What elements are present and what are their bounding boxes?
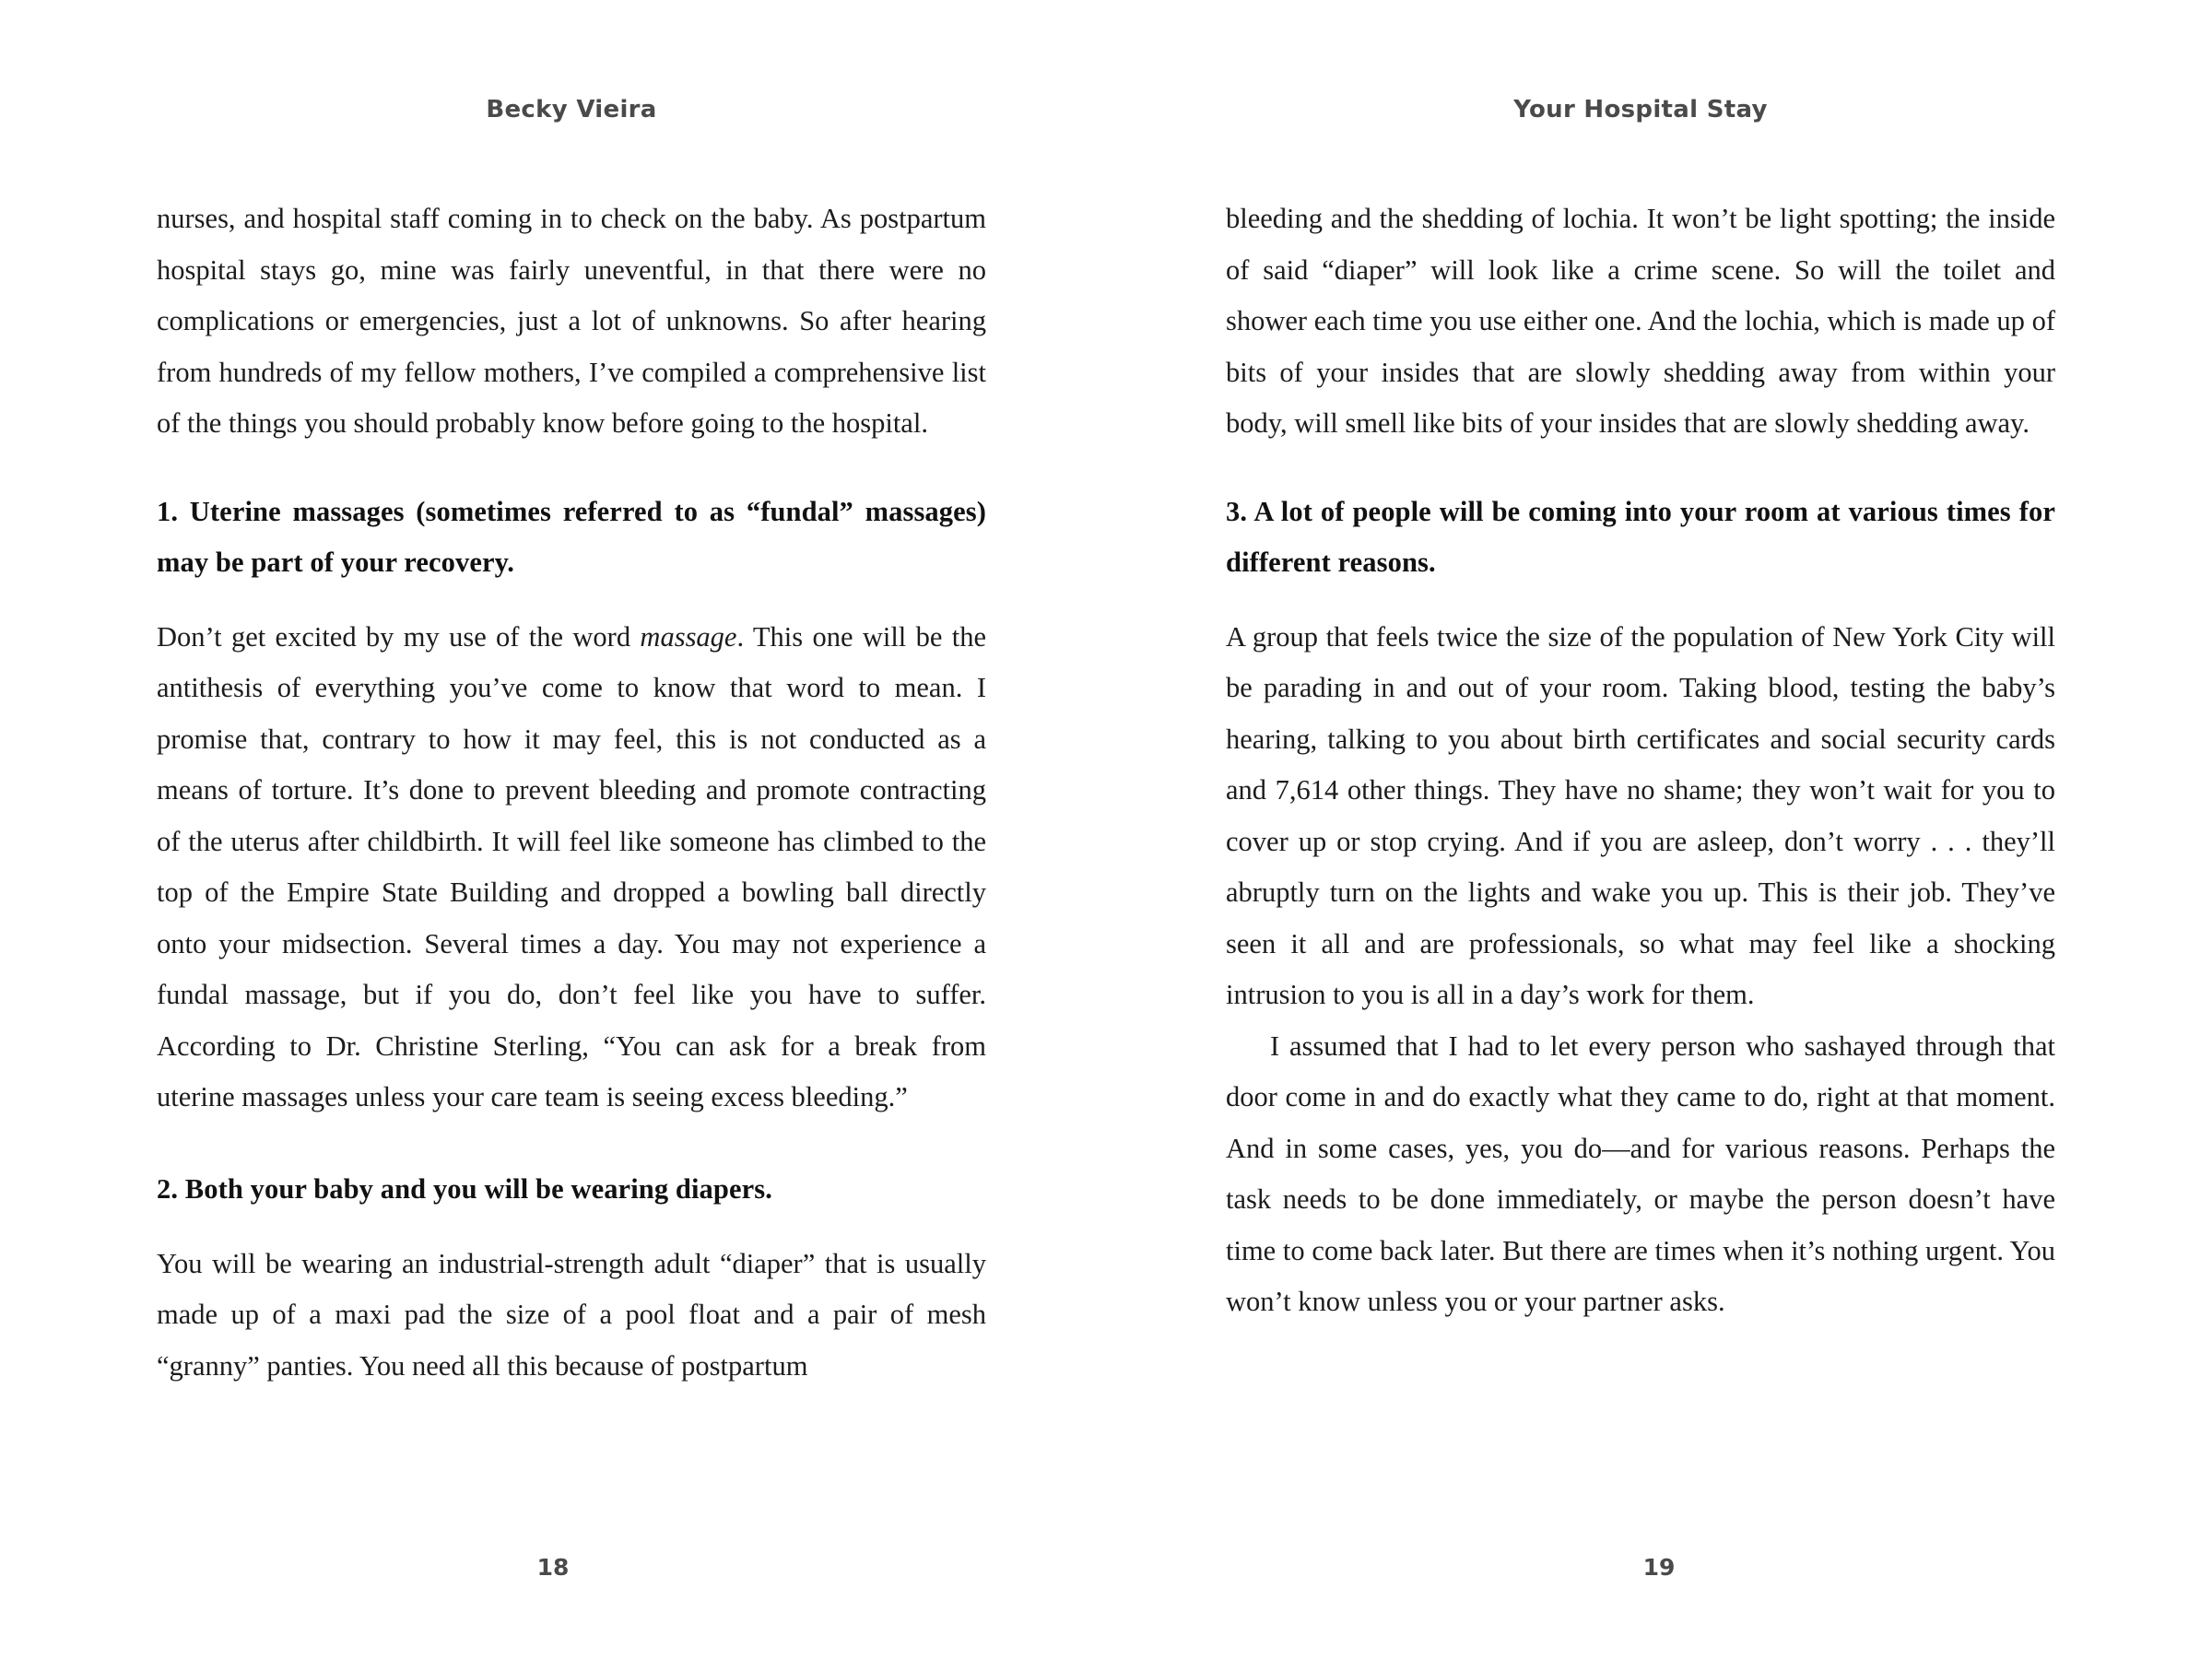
list-item-heading-1: 1. Uterine massages (sometimes referred to as “fundal” massages) may be part of your recovery.	[157, 495, 986, 578]
body-text-before-italic: Don’t get excited by my use of the word	[157, 620, 641, 653]
italic-term: massage	[640, 620, 737, 653]
left-page-text-column	[157, 194, 986, 1392]
list-item-body-3-continued: I assumed that I had to let every person who sashayed through that door come in and do exactly what they came to do, right at that moment. And in some cases, yes, you do—and for various reasons. Perhaps the task needs to be done immediately, or maybe the person doesn’t have time to come back later. But there are times when it’s nothing urgent. You won’t know unless you or your partner asks.	[1226, 1030, 2055, 1317]
paragraph-continued: nurses, and hospital staff coming in to check on the baby. As postpartum hospital stays go, mine was fairly uneventful, in that there were no complications or emergencies, just a lot of unknowns. So after hearing from hundreds of my fellow mothers, I’ve compiled a comprehensive list of the things you should probably know before going to the hospital.	[157, 203, 986, 439]
paragraph-continued: bleeding and the shedding of lochia. It won’t be light spotting; the inside of said “diaper” will look like a crime scene. So will the toilet and shower each time you use either one. And the lochia, which is made up of bits of your insides that are slowly shedding away from within your body, will smell like bits of your insides that are slowly shedding away.	[1226, 203, 2055, 439]
right-page-text-column	[1226, 194, 2055, 1328]
list-item-heading-2: 2. Both your baby and you will be wearing diapers.	[157, 1172, 772, 1205]
body-text-after-italic: . This one will be the antithesis of everything you’ve come to know that word to mean. I promise that, contrary to how it may feel, this is not conducted as a means of torture. It’s done to prevent bleeding and promote contracting of the uterus after childbirth. It will feel like someone has climbed to the top of the Empire State Building and dropped a bowling ball directly onto your midsection. Several times a day. You may not experience a fundal massage, but if you do, don’t feel like you have to suffer. According to Dr. Christine Sterling, “You can ask for a break from uterine massages unless your care team is seeing excess bleeding.”	[157, 620, 986, 1112]
page-number-right: 19	[1642, 1554, 1676, 1581]
page-number-left: 18	[536, 1554, 570, 1581]
list-item-body-3: A group that feels twice the size of the population of New York City will be parading in and out of your room. Taking blood, testing the baby’s hearing, talking to you about birth certificates and social security cards and 7,614 other things. They have no shame; they won’t wait for you to cover up or stop crying. And if you are asleep, don’t worry . . . they’ll abruptly turn on the lights and wake you up. This is their job. They’ve seen it all and are professionals, so what may feel like a shocking intrusion to you is all in a day’s work for them.	[1226, 620, 2055, 1010]
running-head-left: Becky Vieira	[486, 96, 657, 124]
right-page	[1106, 0, 2212, 1659]
list-item-body-2: You will be wearing an industrial-strength adult “diaper” that is usually made up of a maxi pad the size of a pool float and a pair of mesh “granny” panties. You need all this because of postpartum	[157, 1247, 986, 1382]
list-item-heading-3: 3. A lot of people will be coming into your room at various times for different reasons.	[1226, 495, 2055, 578]
list-item-body-1	[157, 612, 986, 1124]
running-head-right: Your Hospital Stay	[1513, 96, 1768, 124]
